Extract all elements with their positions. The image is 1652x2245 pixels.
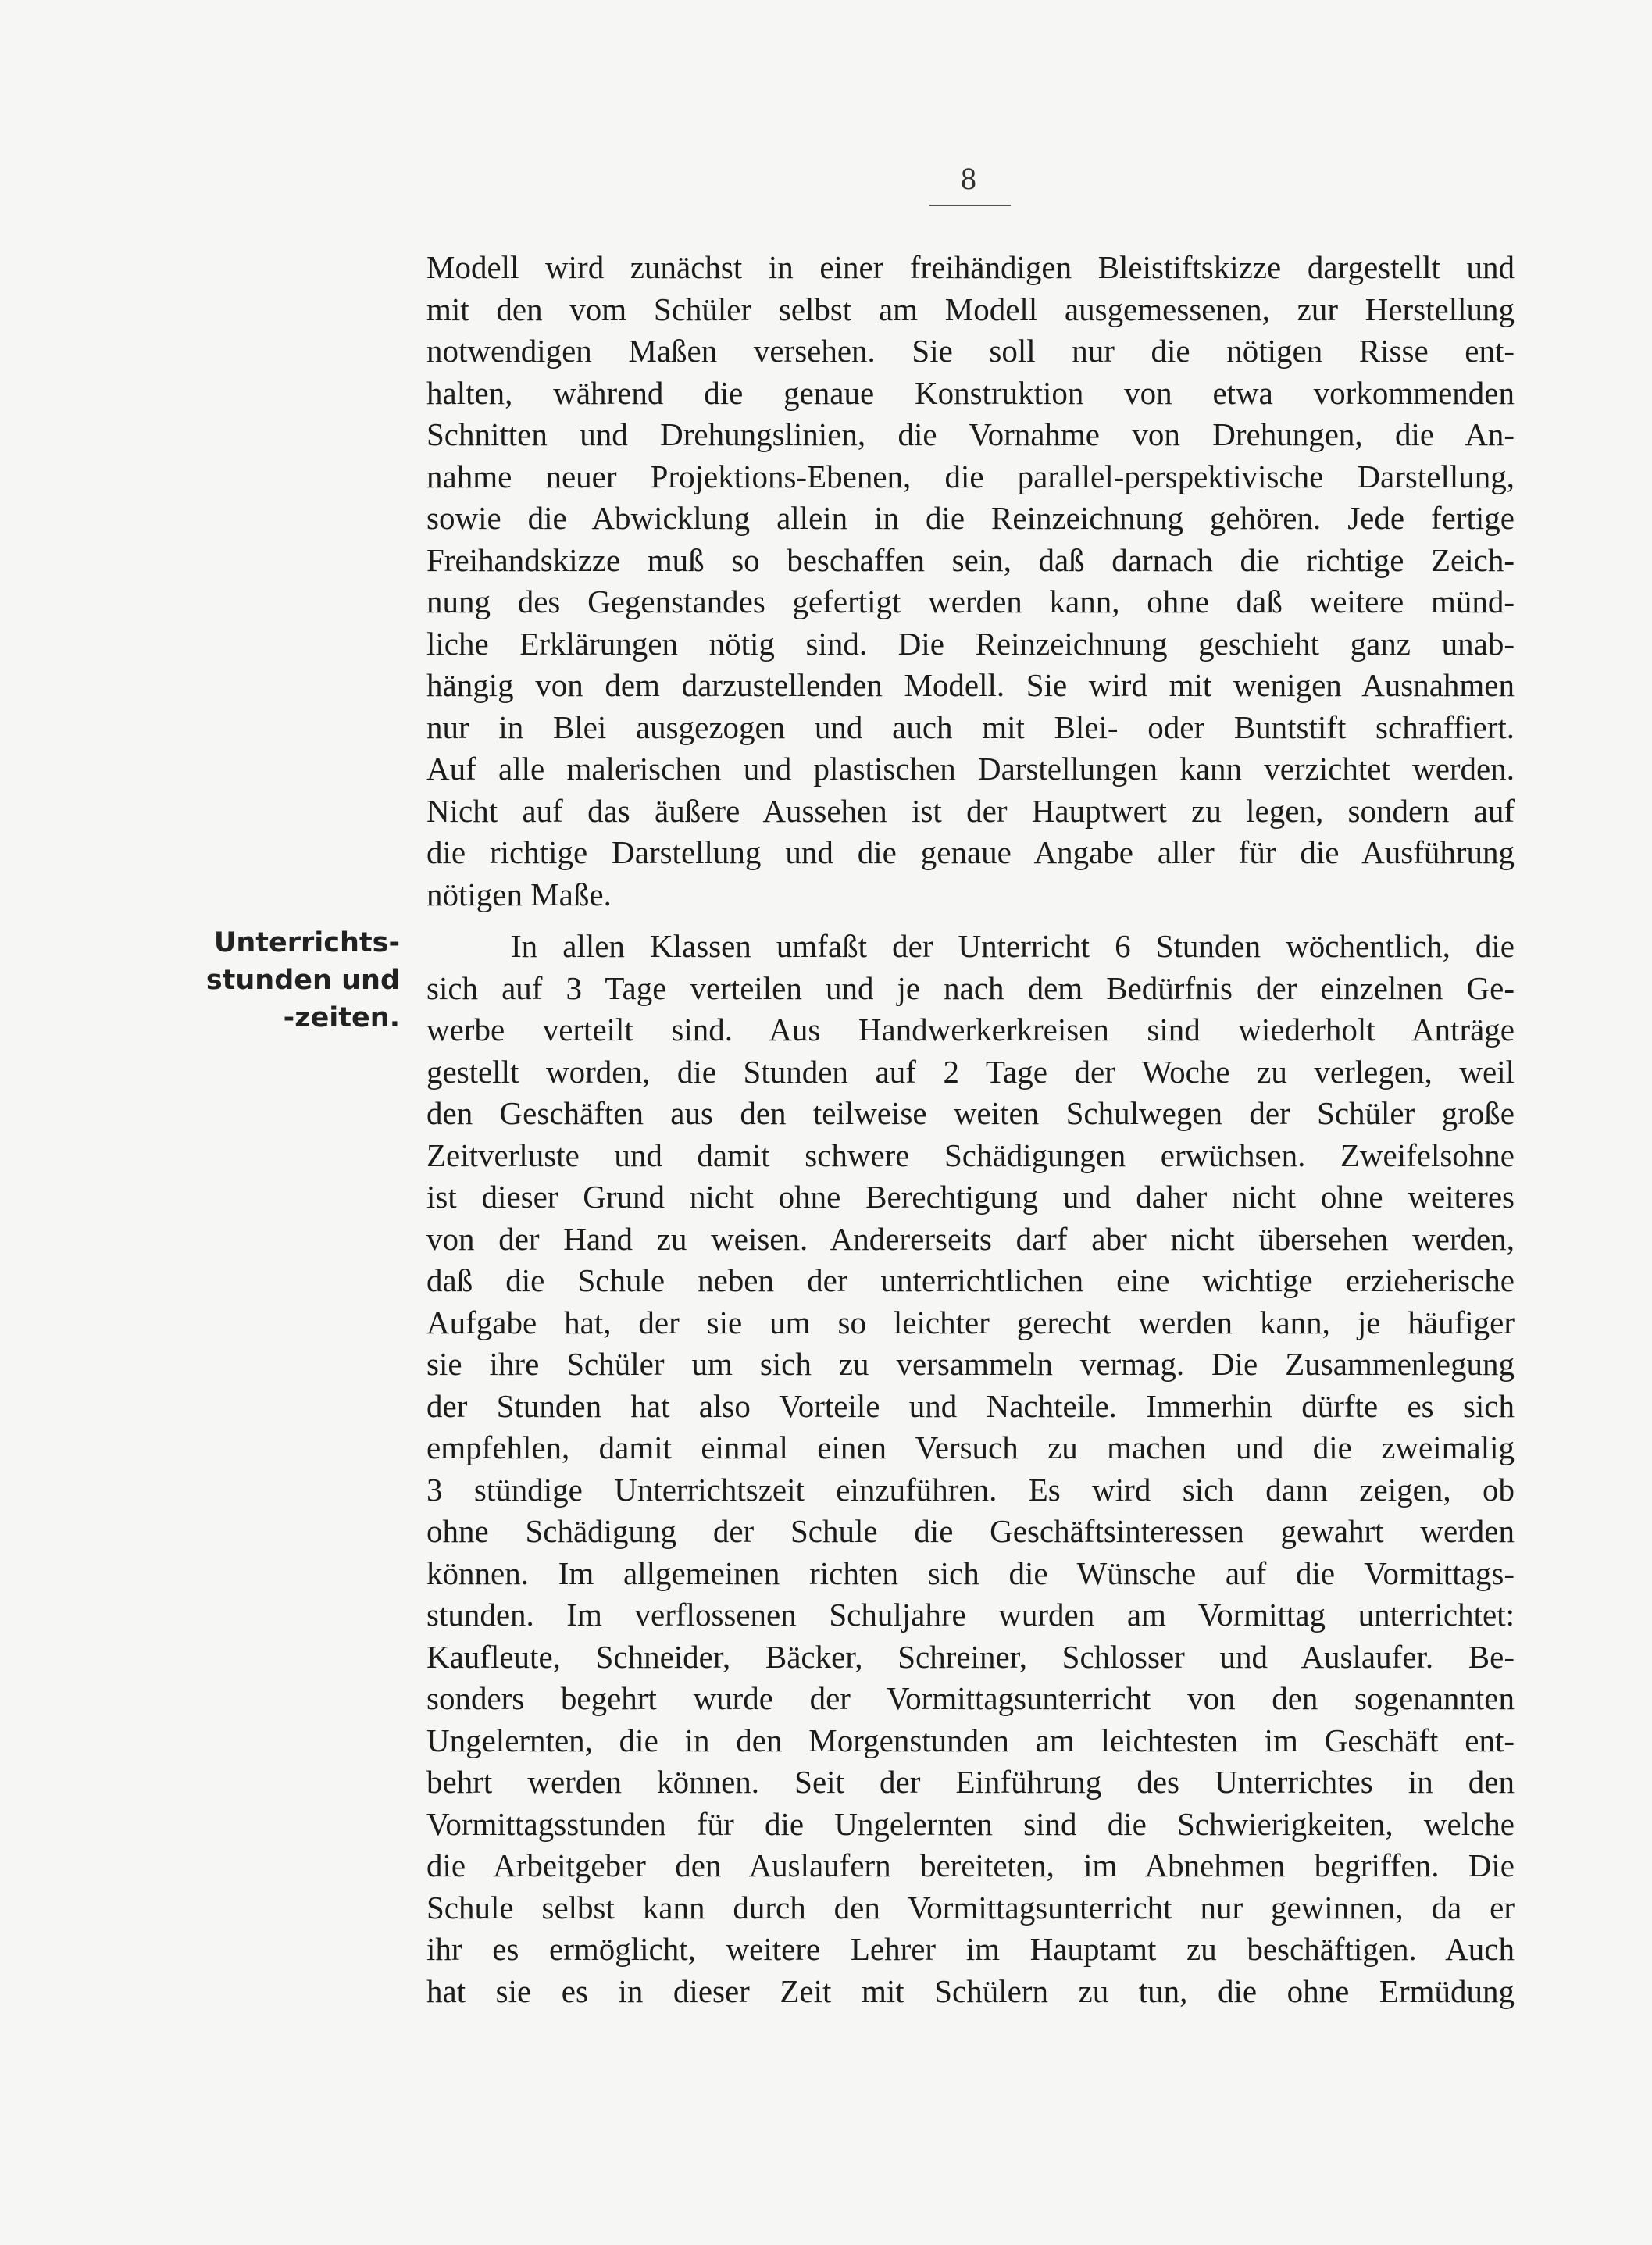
text-line: sowie die Abwicklung allein in die Reinzeichnung gehören. Jede fertige (426, 500, 1515, 536)
text-line: stunden. Im verflossenen Schuljahre wurden am Vormittag unterrichtet: (426, 1597, 1515, 1633)
text-line: daß die Schule neben der unterrichtlichen eine wichtige erzieherische (426, 1262, 1515, 1298)
text-line: empfehlen, damit einmal einen Versuch zu machen und die zweimalig (426, 1429, 1515, 1465)
text-line: hat sie es in dieser Zeit mit Schülern zu tun, die ohne Ermüdung (426, 1972, 1515, 2009)
text-line: die Arbeitgeber den Auslaufern bereiteten, im Abnehmen begriffen. Die (426, 1847, 1515, 1883)
text-line: Kaufleute, Schneider, Bäcker, Schreiner, Schlosser und Auslaufer. Be- (426, 1638, 1515, 1675)
text-line: 3 stündige Unterrichtszeit einzuführen. Es wird sich dann zeigen, ob (426, 1471, 1515, 1508)
text-line: werbe verteilt sind. Aus Handwerkerkreisen sind wiederholt Anträge (426, 1012, 1515, 1048)
text-line: halten, während die genaue Konstruktion von etwa vorkommenden (426, 374, 1515, 411)
text-line: können. Im allgemeinen richten sich die Wünsche auf die Vormittags- (426, 1554, 1515, 1591)
margin-note-line: stunden und (205, 965, 400, 996)
page-number-rule (929, 205, 1011, 206)
text-line: den Geschäften aus den teilweise weiten Schulwegen der Schüler große (426, 1095, 1515, 1131)
text-line: nung des Gegenstandes gefertigt werden kann, ohne daß weitere münd- (426, 584, 1515, 619)
margin-note-line: Unterrichts- (213, 927, 400, 958)
text-line: Aufgabe hat, der sie um so leichter gerecht werden kann, je häufiger (426, 1304, 1515, 1340)
text-line: die richtige Darstellung und die genaue Angabe aller für die Ausführung (426, 834, 1515, 870)
text-line: Zeitverluste und damit schwere Schädigungen erwüchsen. Zweifelsohne (426, 1137, 1515, 1173)
text-line: ist dieser Grund nicht ohne Berechtigung und daher nicht ohne weiteres (426, 1179, 1515, 1215)
text-line: Nicht auf das äußere Aussehen ist der Hauptwert zu legen, sondern auf (426, 792, 1515, 829)
text-line: notwendigen Maßen versehen. Sie soll nur die nötigen Risse ent- (426, 333, 1515, 369)
text-line: behrt werden können. Seit der Einführung des Unterrichtes in den (426, 1764, 1515, 1800)
text-line: Freihandskizze muß so beschaffen sein, daß darnach die richtige Zeich- (426, 541, 1515, 578)
margin-note-line: -zeiten. (283, 1002, 400, 1033)
text-line: In allen Klassen umfaßt der Unterricht 6 Stunden wöchentlich, die (511, 928, 1515, 964)
text-line: nur in Blei ausgezogen und auch mit Blei- oder Buntstift schraffiert. (426, 708, 1515, 745)
text-line: Schule selbst kann durch den Vormittagsunterricht nur gewinnen, da er (426, 1889, 1515, 1926)
text-line: nahme neuer Projektions-Ebenen, die parallel-perspektivische Darstellung, (426, 458, 1515, 494)
text-line: Schnitten und Drehungslinien, die Vornahme von Drehungen, die An- (426, 416, 1515, 452)
text-line: liche Erklärungen nötig sind. Die Reinzeichnung geschieht ganz unab- (426, 625, 1515, 662)
page-number: 8 (961, 161, 976, 196)
text-line: nötigen Maße. (426, 876, 612, 912)
text-line: Vormittagsstunden für die Ungelernten sind die Schwierigkeiten, welche (426, 1805, 1515, 1842)
text-line: sonders begehrt wurde der Vormittagsunterricht von den sogenannten (426, 1680, 1515, 1716)
text-line: Auf alle malerischen und plastischen Darstellungen kann verzichtet werden. (426, 751, 1515, 787)
text-line: gestellt worden, die Stunden auf 2 Tage der Woche zu verlegen, weil (426, 1053, 1515, 1090)
text-line: sie ihre Schüler um sich zu versammeln vermag. Die Zusammenlegung (426, 1346, 1515, 1382)
paragraph-continuation (426, 247, 1515, 915)
text-line: mit den vom Schüler selbst am Modell ausgemessenen, zur Herstellung (426, 291, 1515, 327)
text-line: ihr es ermöglicht, weitere Lehrer im Hauptamt zu beschäftigen. Auch (426, 1931, 1515, 1967)
text-line: Ungelernten, die in den Morgenstunden am leichtesten im Geschäft ent- (426, 1722, 1515, 1758)
text-line: hängig von dem darzustellenden Modell. Sie wird mit wenigen Ausnahmen (426, 667, 1515, 703)
margin-note (205, 924, 400, 1037)
paragraph-unterrichtsstunden (426, 926, 1515, 2012)
text-line: Modell wird zunächst in einer freihändigen Bleistiftskizze dargestellt und (426, 249, 1515, 285)
text-line: sich auf 3 Tage verteilen und je nach dem Bedürfnis der einzelnen Ge- (426, 969, 1515, 1006)
text-line: ohne Schädigung der Schule die Geschäftsinteressen gewahrt werden (426, 1513, 1515, 1549)
text-line: der Stunden hat also Vorteile und Nachteile. Immerhin dürfte es sich (426, 1387, 1515, 1424)
text-line: von der Hand zu weisen. Andererseits darf aber nicht übersehen werden, (426, 1220, 1515, 1257)
